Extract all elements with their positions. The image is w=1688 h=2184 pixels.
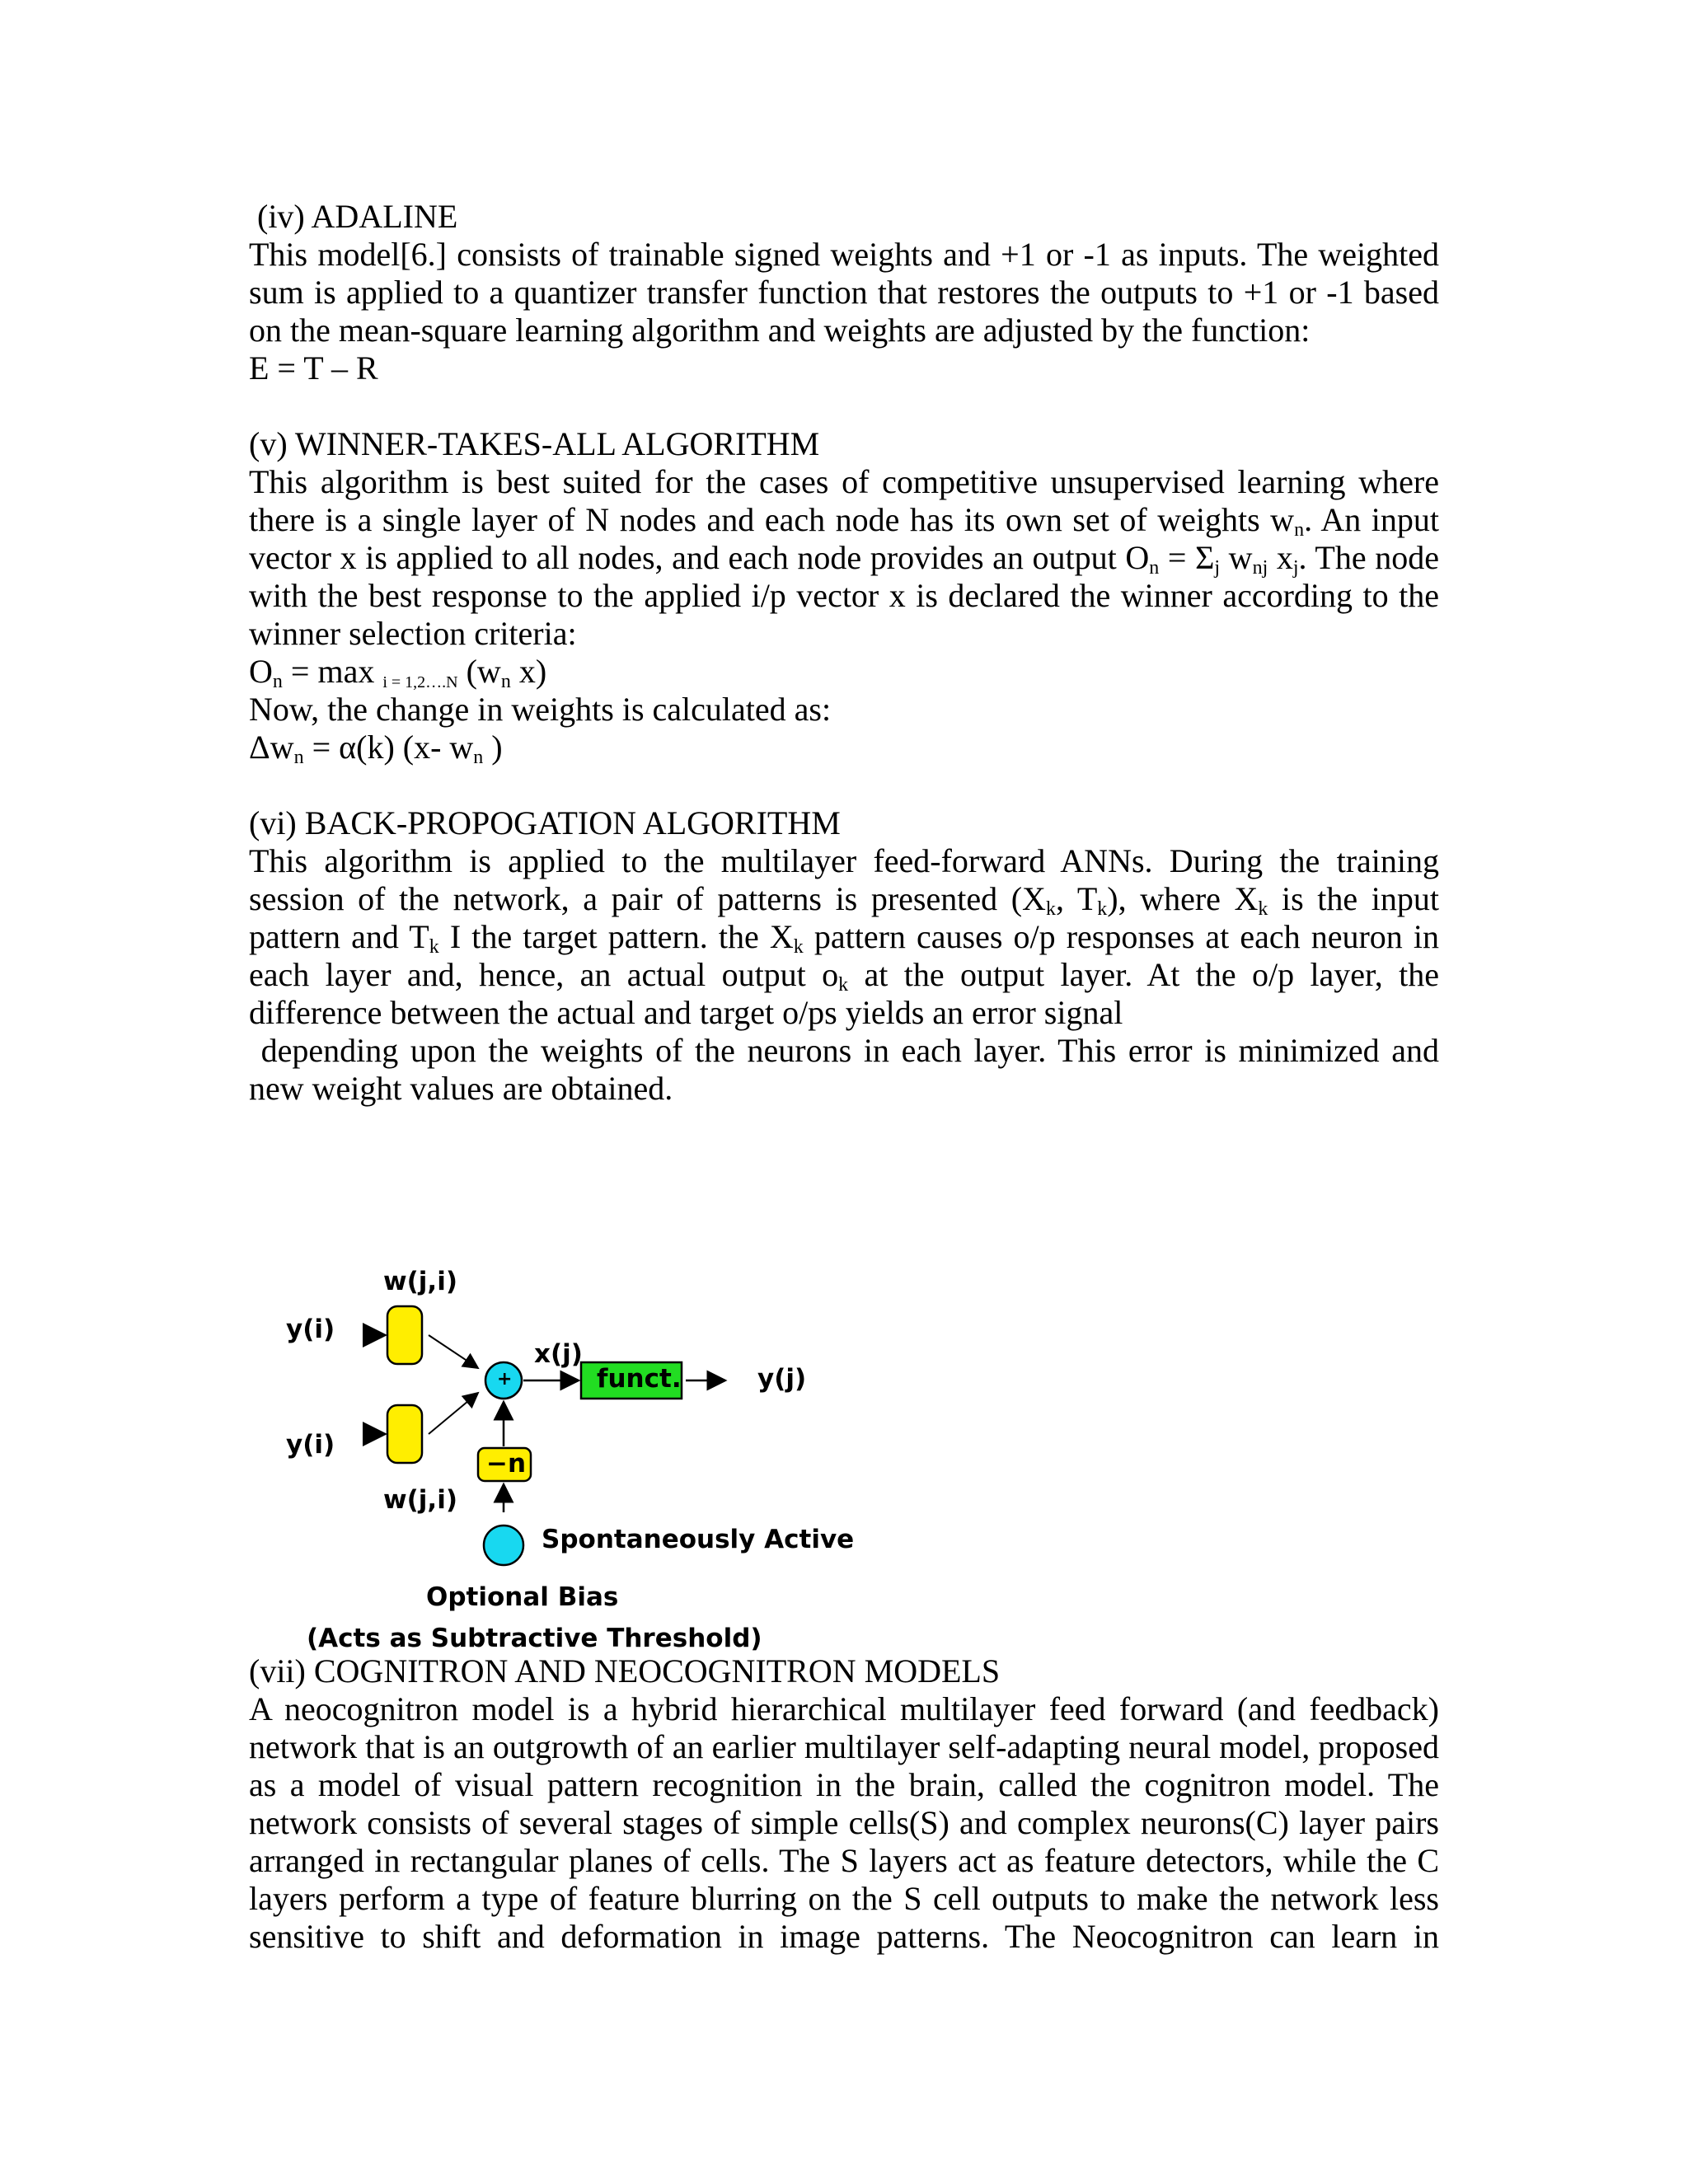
- weight-box-bottom: [387, 1405, 422, 1463]
- acts-as-threshold-label: (Acts as Subtractive Threshold): [307, 1624, 762, 1653]
- weights-change-line: Now, the change in weights is calculated as:: [249, 691, 832, 728]
- neuron-diagram: [249, 1232, 859, 1665]
- section-heading-adaline: (iv) ADALINE: [249, 198, 458, 235]
- document-page: [249, 198, 1447, 1108]
- xj-label: x(j): [534, 1339, 583, 1369]
- weight-label-bottom: w(j,i): [383, 1485, 458, 1515]
- weight-update-formula: $\Delta w_n = \alpha(k)$ (x- $w_n$ ): [249, 729, 503, 768]
- spontaneously-active-label: Spontaneously Active: [542, 1525, 855, 1554]
- sum-plus-sign: +: [497, 1369, 513, 1390]
- winner-takes-all-paragraph: This algorithm is best suited for the cases of competitive unsupervised learning where there is a single layer of N nodes and each node has its own set of weights $w_n$. An input vector x is applied to all nodes, and each node provides an output $O_n = \Sigma_j$ $w_{nj}$ $x_j$. The node with the best response to the applied i/p vector x is declared the winner according to the winner selection criteria:: [249, 463, 1440, 652]
- winner-formula: $O_n = \max _{i = 1,2\dots.N}$ ($w_n$ x): [249, 653, 547, 692]
- weight-to-sum-top: [429, 1335, 478, 1368]
- cognitron-section: [249, 1652, 1439, 1956]
- minus-n-label: −n: [486, 1449, 527, 1479]
- input-label-bottom: y(i): [286, 1430, 335, 1460]
- optional-bias-label: Optional Bias: [426, 1582, 619, 1612]
- weight-label-top: w(j,i): [383, 1267, 458, 1296]
- weight-box-top: [387, 1306, 422, 1364]
- adaline-paragraph: This model[6.] consists of trainable signed weights and +1 or -1 as inputs. The weighted sum is applied to a quantizer transfer function that restores the outputs to +1 or -1 based on the mean-square learning algorithm and weights are adjusted by the function:: [249, 236, 1439, 349]
- backpropagation-paragraph: This algorithm is applied to the multilayer feed-forward ANNs. During the training session of the network, a pair of patterns is presented ($X_k$, $T_k$), where $X_k$ is the input pattern and $T_k$ I the target pattern. the $X_k$ pattern causes o/p responses at each neuron in each layer and, hence, an actual output $o_k$ at the output layer. At the o/p layer, the difference between the actual and target o/ps yields an error signal: [249, 842, 1440, 1031]
- funct-label: funct.: [597, 1364, 682, 1394]
- section-heading-cognitron: (vii) COGNITRON AND NEOCOGNITRON MODELS: [249, 1652, 1001, 1690]
- weight-to-sum-bottom: [429, 1393, 478, 1434]
- cognitron-paragraph: A neocognitron model is a hybrid hierarchical multilayer feed forward (and feedback) network that is an outgrowth of an earlier multilayer self-adapting neural model, proposed as a model of visual pattern recognition in the brain, called the cognitron model. The network consists of several stages of simple cells(S) and complex neurons(C) layer pairs arranged in rectangular planes of cells. The S layers act as feature detectors, while the C layers perform a type of feature blurring on the S cell outputs to make the network less sensitive to shift and deformation in image patterns. The Neocognitron can learn in: [249, 1690, 1439, 1955]
- section-heading-winner-takes-all: (v) WINNER-TAKES-ALL ALGORITHM: [249, 425, 820, 462]
- input-label-top: y(i): [286, 1315, 335, 1344]
- backpropagation-paragraph-cont: depending upon the weights of the neurons in each layer. This error is minimized and new weight values are obtained.: [249, 1032, 1447, 1107]
- bias-node: [484, 1526, 523, 1565]
- section-heading-backpropagation: (vi) BACK-PROPOGATION ALGORITHM: [249, 804, 841, 841]
- adaline-formula: E = T – R: [249, 349, 378, 387]
- output-label: y(j): [757, 1364, 807, 1394]
